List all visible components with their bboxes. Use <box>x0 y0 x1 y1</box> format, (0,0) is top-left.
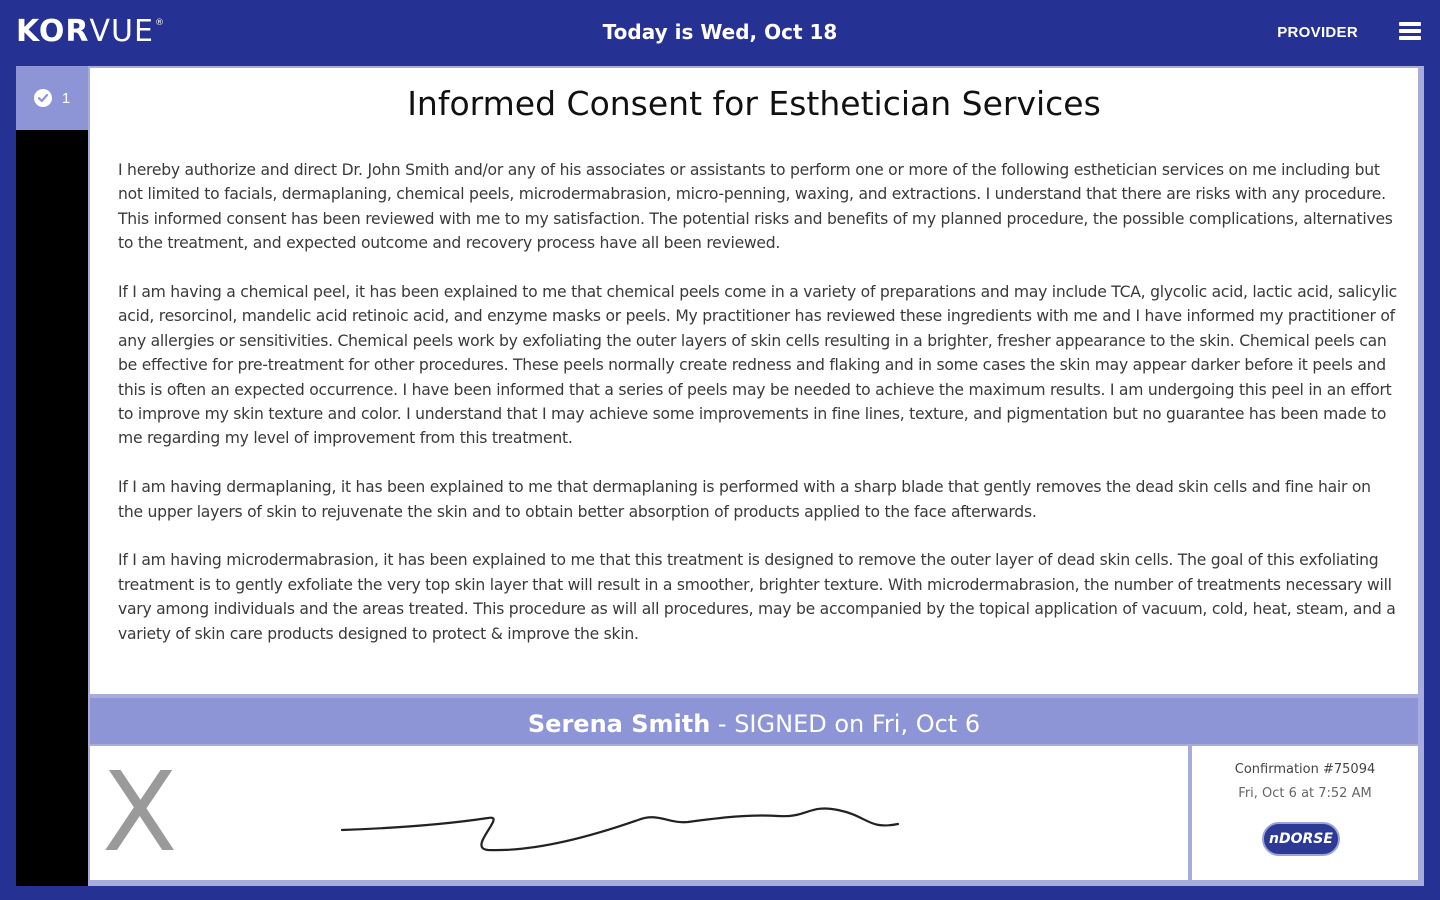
step-number: 1 <box>61 89 71 107</box>
provider-user-button[interactable]: PROVIDER <box>1277 24 1358 41</box>
document-title: Informed Consent for Esthetician Services <box>407 84 1101 123</box>
confirmation-date: Fri, Oct 6 at 7:52 AM <box>1238 786 1372 801</box>
today-date-label: Today is Wed, Oct 18 <box>602 20 838 44</box>
signature-x-mark: X <box>102 748 178 876</box>
logo-bold-text: KOR <box>16 14 90 49</box>
confirmation-number: Confirmation #75094 <box>1234 762 1376 777</box>
signature-stroke <box>338 782 958 852</box>
ndorse-badge-logo: nDORSE <box>1262 822 1340 856</box>
consent-document[interactable] <box>90 68 1418 694</box>
document-body <box>118 158 1398 670</box>
signer-name: Serena Smith <box>527 710 711 738</box>
confirmation-box <box>1192 746 1418 880</box>
consent-paragraph-microdermabrasion: If I am having microdermabrasion, it has been explained to me that this treatment is designed to remove the outer layer of dead skin cells. The goal of this exfoliating treatment is to gently exfoliate the very top skin layer that will result in a smoother, brighter texture. With microdermabrasion, the number of treatments necessary will vary among individuals and the areas treated. This procedure as will all procedures, may be accompanied by the topical application of vacuum, cold, heat, steam, and a variety of skin care products designed to protect & improve the skin. <box>118 551 1396 643</box>
signed-status-bar <box>90 698 1418 744</box>
signed-date-text: - SIGNED on Fri, Oct 6 <box>710 710 981 738</box>
step-item-1[interactable] <box>16 66 88 130</box>
consent-paragraph-general: I hereby authorize and direct Dr. John Smith and/or any of his associates or assistants to perform one or more of the following esthetician services on me including but not limited to facials, dermaplaning, chemical peels, microdermabrasion, micro-penning, waxing, and extractions. I understand that there are risks with any procedure. This informed consent has been reviewed with me to my satisfaction. The potential risks and benefits of my planned procedure, the possible complications, alternatives to the treatment, and expected outcome and recovery process have all been reviewed. <box>118 161 1393 253</box>
logo-light-text: VUE <box>89 14 154 49</box>
steps-sidebar <box>16 66 88 886</box>
consent-paragraph-dermaplaning: If I am having dermaplaning, it has been explained to me that dermaplaning is performed with a sharp blade that gently removes the dead skin cells and fine hair on the upper layers of skin to rejuvenate the skin and to obtain better absorption of products applied to the face afterwards. <box>118 478 1371 521</box>
check-circle-icon <box>34 89 52 107</box>
signature-box <box>90 746 1188 880</box>
hamburger-menu-icon[interactable] <box>1399 22 1421 40</box>
top-bar <box>0 0 1440 66</box>
consent-paragraph-chemical-peel: If I am having a chemical peel, it has been explained to me that chemical peels come in a variety of preparations and may include TCA, glycolic acid, lactic acid, salicylic acid, resorcinol, mandelic acid retinoic acid, and enzyme masks or peels. My practitioner has reviewed these ingredients with me and I have informed my practitioner of any allergies or sensitivities. Chemical peels work by exfoliating the outer layers of skin cells resulting in a brighter, fresher appearance to the skin. Chemical peels can be effective for pre-treatment for other procedures. These peels normally create redness and flaking and in some cases the skin may appear darker before it peels and this is often an expected occurrence. I have been informed that a series of peels may be needed to achieve the maximum results. I am undergoing this peel in an effort to improve my skin texture and color. I understand that I may achieve some improvements in fine lines, texture, and pigmentation but no guarantee has been made to me regarding my level of improvement from this treatment. <box>118 283 1397 448</box>
logo-registered-mark: ® <box>154 18 164 28</box>
